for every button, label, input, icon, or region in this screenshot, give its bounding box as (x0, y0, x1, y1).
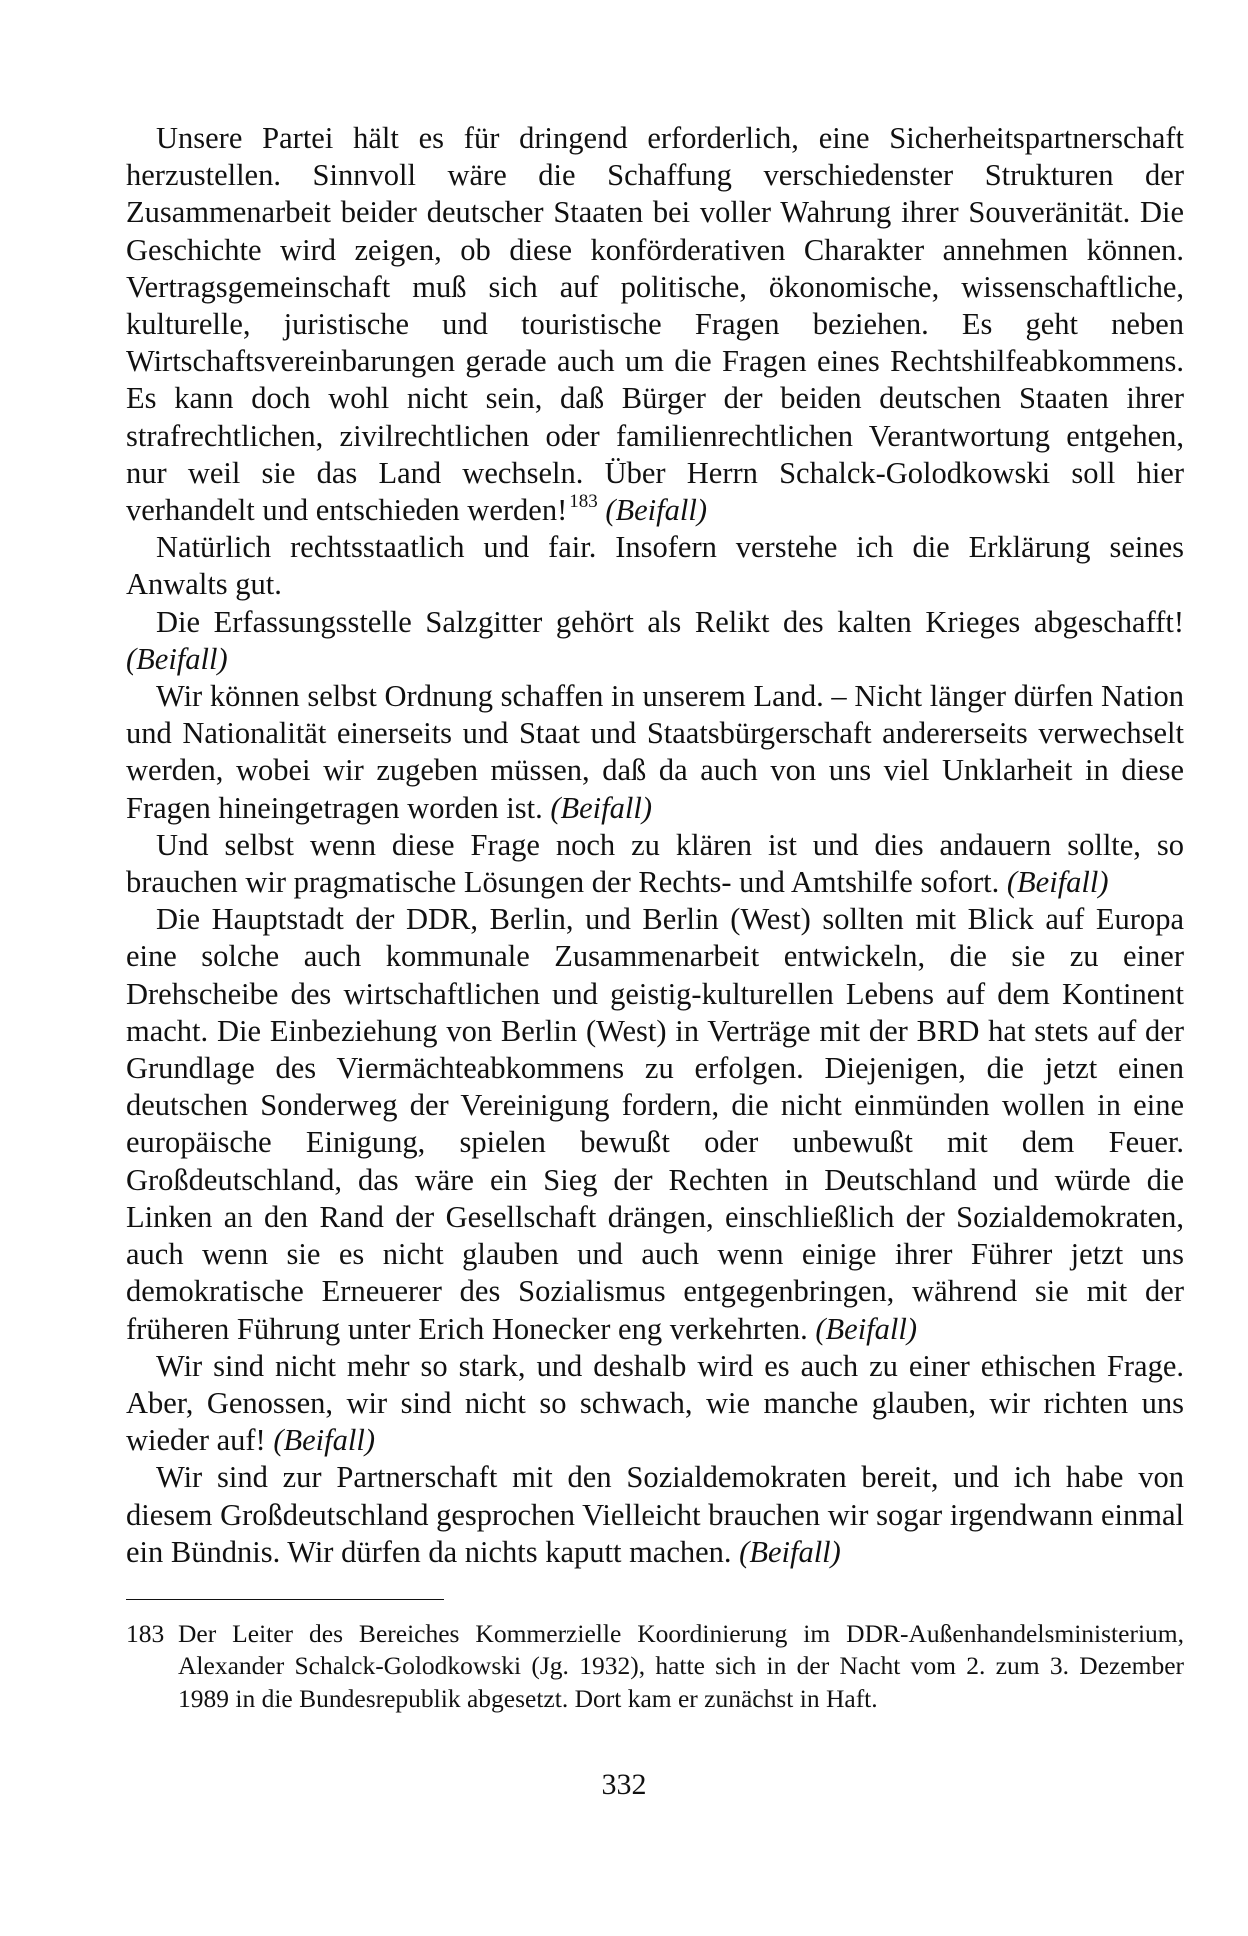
footnote-divider (126, 1599, 444, 1600)
paragraph-2 (126, 529, 1184, 603)
footnote-text: Der Leiter des Bereiches Kommerzielle Koordinierung im DDR-Außenhandelsministerium, Alexander Schalck-Golodkowski (Jg. 1932), hatte sich in der Nacht vom 2. zum 3. Dezember 1989 in die Bundesrepublik abgesetzt. Dort kam er zunächst in Haft. (178, 1618, 1184, 1713)
paragraph-text: Wir sind zur Partnerschaft mit den Sozialdemokraten bereit, und ich habe von diesem Großdeutschland gesprochen Vielleicht brauchen wir sogar irgendwann einmal ein Bündnis. Wir dürfen da nichts kaputt machen. (126, 1460, 1184, 1569)
footnote-number: 183 (126, 1618, 165, 1648)
paragraph-6 (126, 901, 1184, 1347)
paragraph-5 (126, 827, 1184, 901)
paragraph-text: Und selbst wenn diese Frage noch zu klären ist und dies andauern sollte, so brauchen wir pragmatische Lösungen der Rechts- und Amtshilfe sofort. (126, 827, 1184, 900)
applause-note: (Beifall) (605, 493, 707, 528)
page-number: 332 (601, 1768, 647, 1801)
paragraph-7 (126, 1348, 1184, 1460)
footnote-reference: 183 (569, 491, 598, 513)
paragraph-4 (126, 678, 1184, 827)
applause-note: (Beifall) (273, 1423, 375, 1458)
footnote (126, 1618, 1184, 1716)
paragraph-text: Wir können selbst Ordnung schaffen in unserem Land. – Nicht länger dürfen Nation und Nationalität einerseits und Staat und Staatsbürgerschaft andererseits verwechselt werden, wobei wir zugeben müssen, daß da auch von uns viel Unklarheit in diese Fragen hineingetragen worden ist. (126, 679, 1184, 825)
paragraph-text: Unsere Partei hält es für dringend erforderlich, eine Sicherheitspartnerschaft herzustellen. Sinnvoll wäre die Schaffung verschiedenster Strukturen der Zusammenarbeit beider deutscher Staaten bei voller Wahrung ihrer Souveränität. Die Geschichte wird zeigen, ob diese konförderativen Charakter annehmen können. Vertragsgemeinschaft muß sich auf politische, ökonomische, wissenschaftliche, kulturelle, juristische und touristische Fragen beziehen. Es geht neben Wirtschaftsvereinbarungen gerade auch um die Fragen eines Rechtshilfeabkommens. Es kann doch wohl nicht sein, daß Bürger der beiden deutschen Staaten ihrer strafrechtlichen, zivilrechtlichen oder familienrechtlichen Verantwortung entgehen, nur weil sie das Land wechseln. Über Herrn Schalck-Golodkowski soll hier verhandelt und entschieden werden! (126, 121, 1184, 528)
paragraph-text: Die Hauptstadt der DDR, Berlin, und Berlin (West) sollten mit Blick auf Europa eine solche auch kommunale Zusammenarbeit entwickeln, die sie zu einer Drehscheibe des wirtschaftlichen und geistig-kulturellen Lebens auf dem Kontinent macht. Die Einbeziehung von Berlin (West) in Verträge mit der BRD hat stets auf der Grundlage des Viermächteabkommens zu erfolgen. Diejenigen, die jetzt einen deutschen Sonderweg der Vereinigung fordern, die nicht einmünden wollen in eine europäische Einigung, spielen bewußt oder unbewußt mit dem Feuer. Großdeutschland, das wäre ein Sieg der Rechten in Deutschland und würde die Linken an den Rand der Gesellschaft drängen, einschließlich der Sozialdemokraten, auch wenn sie es nicht glauben und auch wenn einige ihrer Führer jetzt uns demokratische Erneuerer des Sozialismus entgegenbringen, während sie mit der früheren Führung unter Erich Honecker eng verkehrten. (126, 902, 1184, 1346)
applause-note: (Beifall) (126, 641, 228, 676)
paragraph-text: Die Erfassungsstelle Salzgitter gehört als Relikt des kalten Krieges abgeschafft! (156, 604, 1184, 639)
paragraph-1 (126, 120, 1184, 529)
document-page (126, 120, 1184, 1715)
applause-note: (Beifall) (550, 790, 652, 825)
paragraph-3 (126, 604, 1184, 678)
body-text (126, 120, 1184, 1571)
paragraph-text: Natürlich rechtsstaatlich und fair. Insofern verstehe ich die Erklärung seines Anwalts gut. (126, 530, 1184, 602)
applause-note: (Beifall) (1006, 865, 1109, 900)
paragraph-8 (126, 1459, 1184, 1571)
paragraph-text: Wir sind nicht mehr so stark, und deshalb wird es auch zu einer ethischen Frage. Aber, Genossen, wir sind nicht so schwach, wie manche glauben, wir richten uns wieder auf! (126, 1348, 1184, 1458)
applause-note: (Beifall) (739, 1534, 841, 1569)
applause-note: (Beifall) (815, 1311, 918, 1346)
